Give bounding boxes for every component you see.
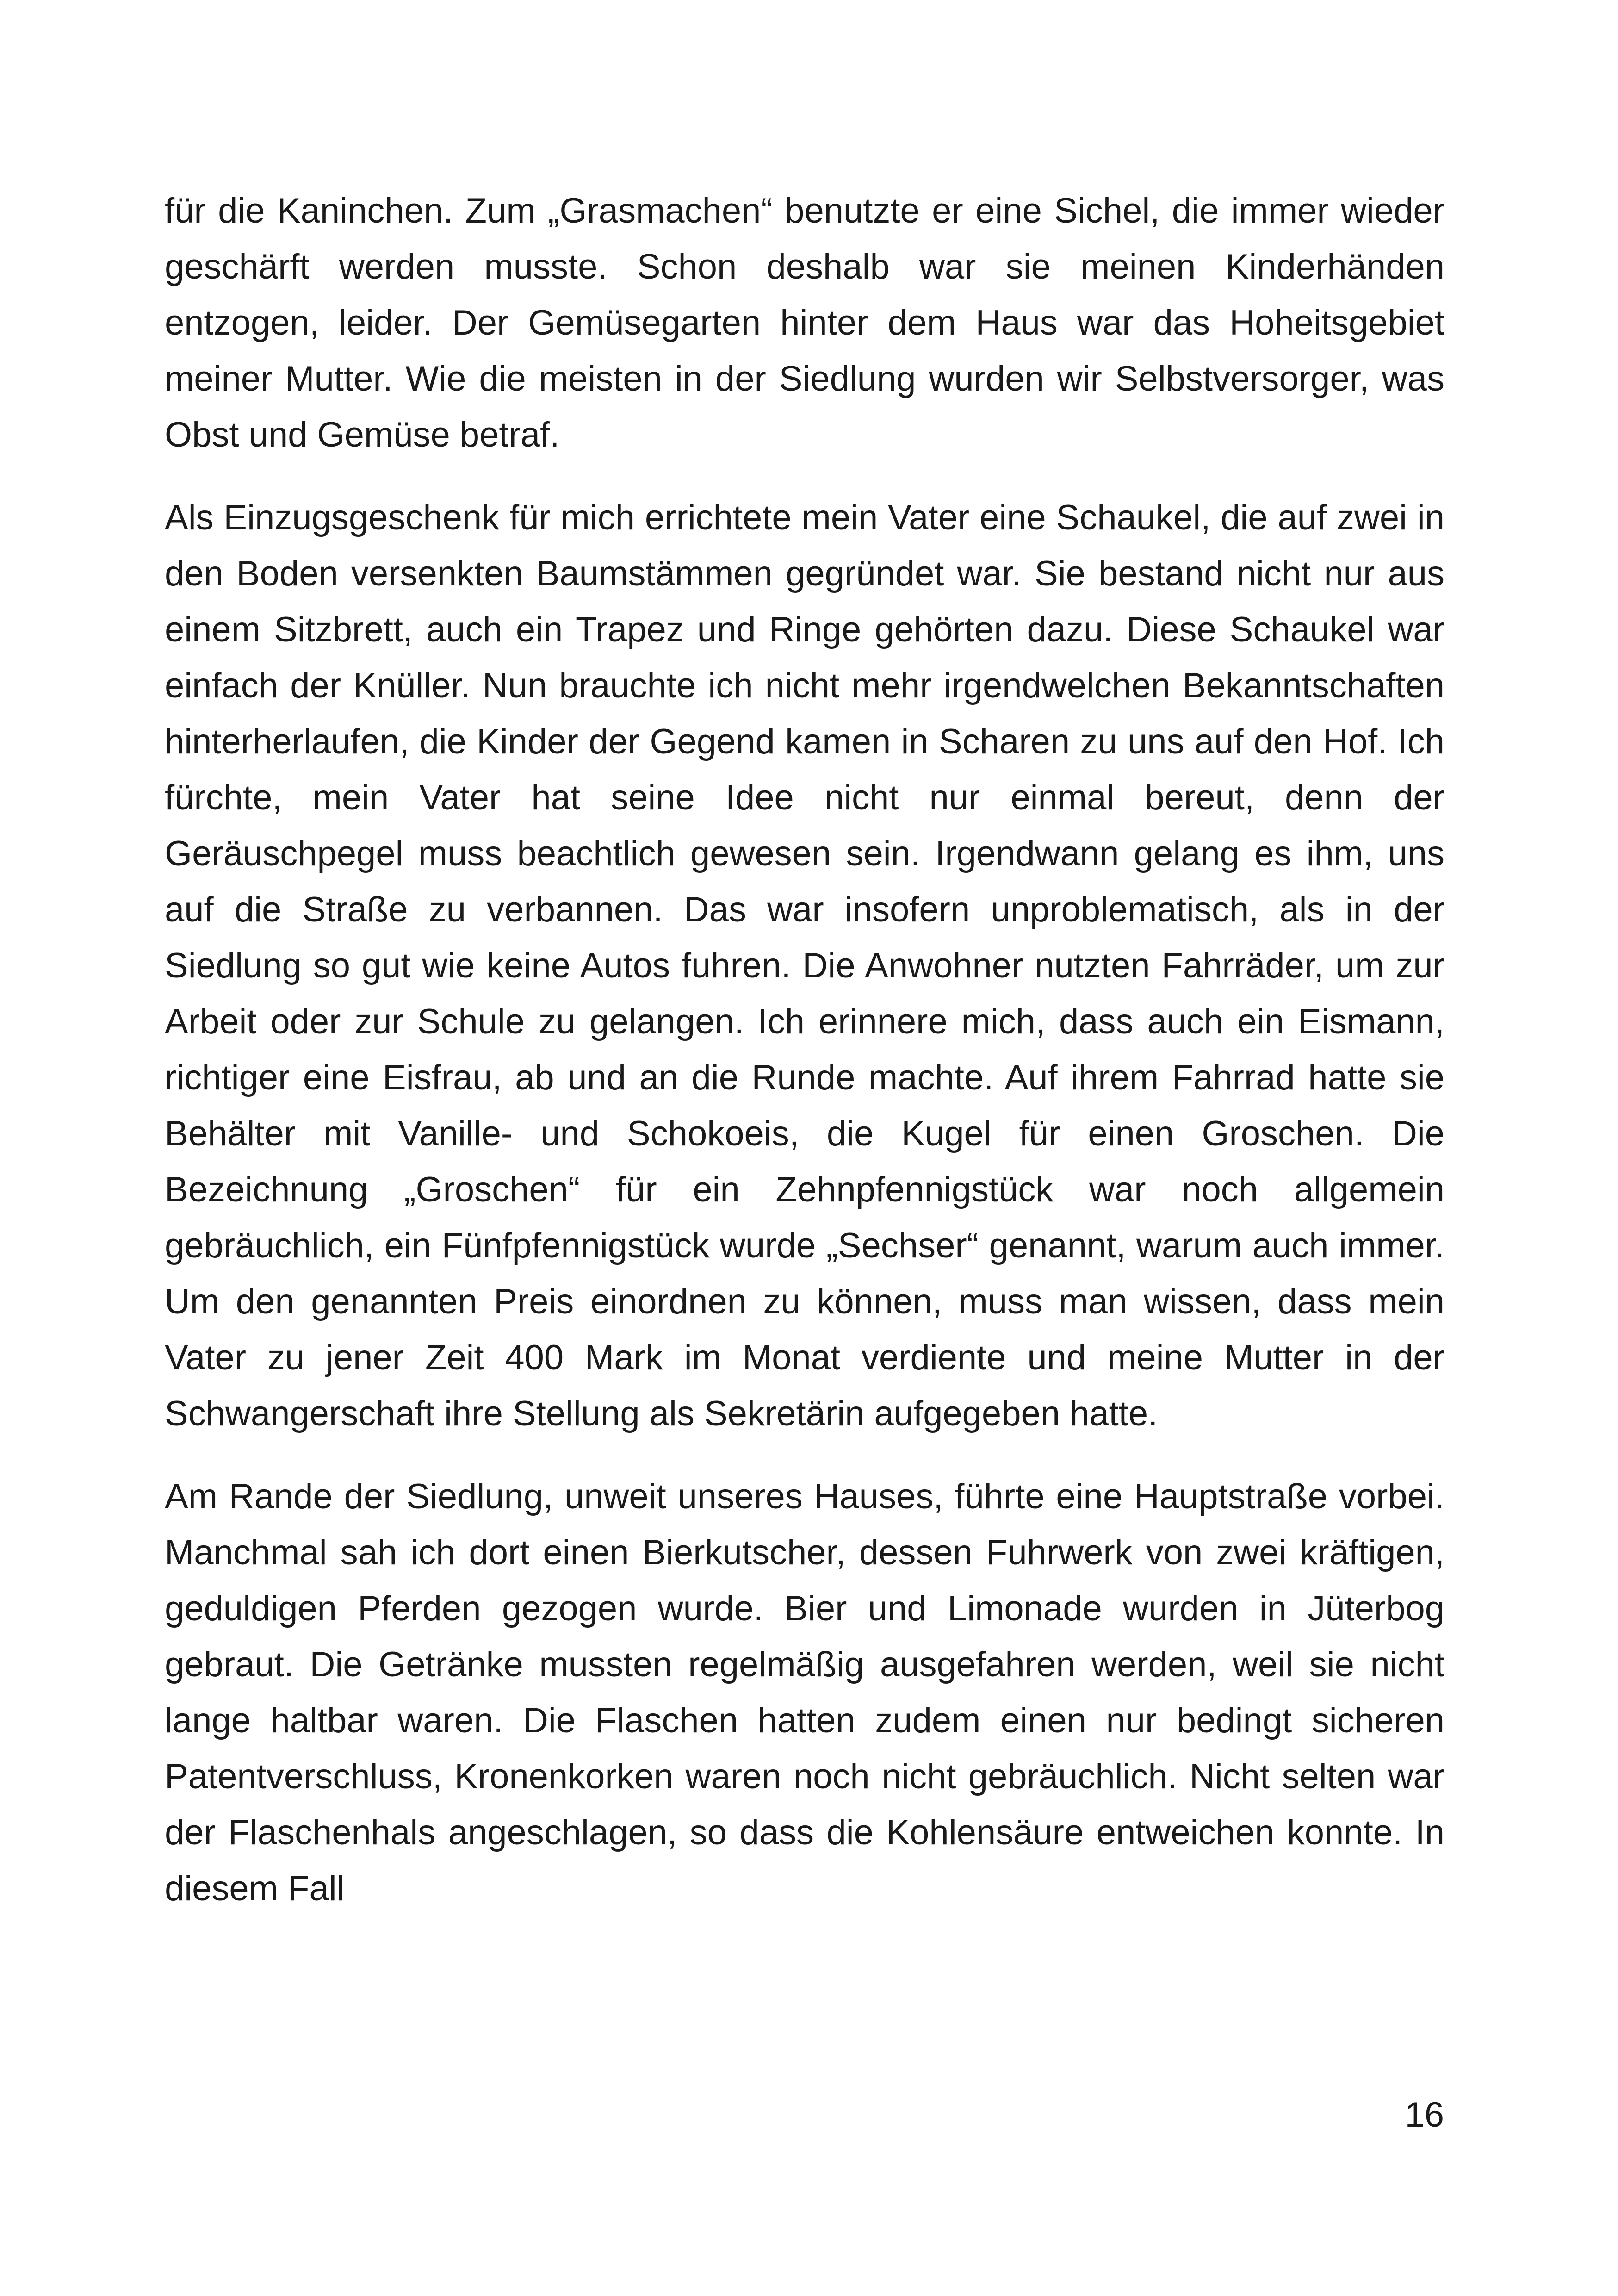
paragraph-3: Am Rande der Siedlung, unweit unseres Hauses, führte eine Hauptstraße vorbei. Manchmal sah ich dort einen Bierkutscher, dessen Fuhrwerk von zwei kräftigen, geduldigen Pferden gezogen wurde. Bier und Limonade wurden in Jüterbog gebraut. Die Getränke mussten regelmäßig ausgefahren werden, weil sie nicht lange haltbar waren. Die Flaschen hatten zudem einen nur bedingt sicheren Patentverschluss, Kronenkorken waren noch nicht gebräuchlich. Nicht selten war der Flaschenhals angeschlagen, so dass die Kohlensäure entweichen konnte. In diesem Fall xyxy=(165,1477,1444,1908)
paragraph-2: Als Einzugsgeschenk für mich errichtete mein Vater eine Schaukel, die auf zwei in den Boden versenkten Baumstämmen gegründet war. Sie bestand nicht nur aus einem Sitzbrett, auch ein Trapez und Ringe gehörten dazu. Diese Schaukel war einfach der Knüller. Nun brauchte ich nicht mehr irgendwelchen Bekanntschaften hinterherlaufen, die Kinder der Gegend kamen in Scharen zu uns auf den Hof. Ich fürchte, mein Vater hat seine Idee nicht nur einmal bereut, denn der Geräuschpegel muss beachtlich gewesen sein. Irgendwann gelang es ihm, uns auf die Straße zu verbannen. Das war insofern unproblematisch, als in der Siedlung so gut wie keine Autos fuhren. Die Anwohner nutzten Fahrräder, um zur Arbeit oder zur Schule zu gelangen. Ich erinnere mich, dass auch ein Eismann, richtiger eine Eisfrau, ab und an die Runde machte. Auf ihrem Fahrrad hatte sie Behälter mit Vanille- und Schokoeis, die Kugel für einen Groschen. Die Bezeichnung „Groschen“ für ein Zehnpfennigstück war noch allgemein gebräuchlich, ein Fünfpfennigstück wurde „Sechser“ genannt, warum auch immer. Um den genannten Preis einordnen zu können, muss man wissen, dass mein Vater zu jener Zeit 400 Mark im Monat verdiente und meine Mutter in der Schwangerschaft ihre Stellung als Sekretärin aufgegeben hatte. xyxy=(165,498,1444,1433)
paragraph-1: für die Kaninchen. Zum „Grasmachen“ benutzte er eine Sichel, die immer wieder geschärft werden musste. Schon deshalb war sie meinen Kinderhänden entzogen, leider. Der Gemüsegarten hinter dem Haus war das Hoheitsgebiet meiner Mutter. Wie die meisten in der Siedlung wurden wir Selbstversorger, was Obst und Gemüse betraf. xyxy=(165,191,1444,454)
body-text xyxy=(165,183,1444,1916)
page-number: 16 xyxy=(1405,2095,1444,2134)
